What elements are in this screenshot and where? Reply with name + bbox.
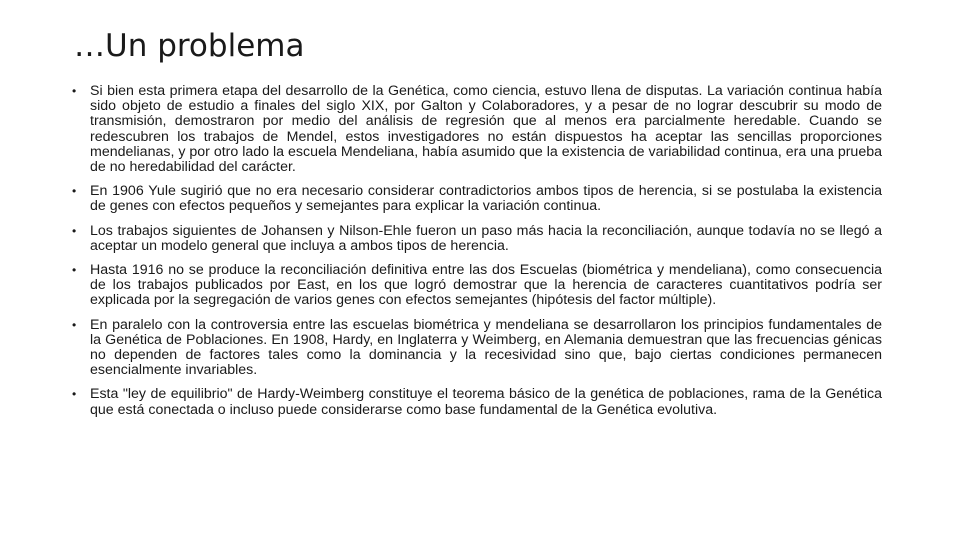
bullet-marker: • xyxy=(72,84,77,98)
bullet-text: Esta "ley de equilibrio" de Hardy-Weimberg constituye el teorema básico de la genética de poblaciones, rama de la Genética que está conectada o incluso puede considerarse como base fundamental de la Genética evolutiva. xyxy=(90,386,882,418)
bullet-marker: • xyxy=(72,263,77,278)
bullet-item xyxy=(72,84,882,175)
bullet-item xyxy=(72,318,882,379)
bullet-text: Si bien esta primera etapa del desarrollo de la Genética, como ciencia, estuvo llena de disputas. La variación continua había sido objeto de estudio a finales del siglo XIX, por Galton y Colaboradores, y a pesar de no lograr descubrir su modo de transmisión, demostraron por medio del análisis de regresión que al menos era parcialmente heredable. Cuando se redescubren los trabajos de Mendel, estos investigadores no están dispuestos ha aceptar las sencillas proporciones mendelianas, y por otro lado la escuela Mendeliana, había asumido que la existencia de variabilidad continua, era una prueba de no heredabilidad del carácter. xyxy=(90,83,882,176)
bullet-item xyxy=(72,263,882,309)
slide-title: …Un problema xyxy=(74,28,305,64)
bullet-item xyxy=(72,184,882,214)
bullet-marker: • xyxy=(72,317,77,332)
bullet-marker: • xyxy=(72,223,77,238)
bullet-item xyxy=(72,224,882,254)
bullet-marker: • xyxy=(72,184,77,199)
bullet-text: En paralelo con la controversia entre las escuelas biométrica y mendeliana se desarrollaron los principios fundamentales de la Genética de Poblaciones. En 1908, Hardy, en Inglaterra y Weimberg, en Alemania demuestran que las frecuencias génicas no dependen de factores tales como la dominancia y la recesividad sino que, bajo ciertas condiciones permanecen esencialmente invariables. xyxy=(90,316,882,379)
bullet-marker: • xyxy=(72,387,77,402)
bullet-text: En 1906 Yule sugirió que no era necesario considerar contradictorios ambos tipos de herencia, si se postulaba la existencia de genes con efectos pequeños y semejantes para explicar la variación continua. xyxy=(90,183,882,215)
bullet-text: Hasta 1916 no se produce la reconciliación definitiva entre las dos Escuelas (biométrica y mendeliana), como consecuencia de los trabajos publicados por East, en los que logró demostrar que la herencia de caracteres cuantitativos podría ser explicada por la segregación de varios genes con efectos semejantes (hipótesis del factor múltiple). xyxy=(90,262,882,309)
bullet-list xyxy=(72,84,882,427)
bullet-item xyxy=(72,387,882,417)
bullet-text: Los trabajos siguientes de Johansen y Nilson-Ehle fueron un paso más hacia la reconciliación, aunque todavía no se llegó a aceptar un modelo general que incluya a ambos tipos de herencia. xyxy=(90,222,882,254)
